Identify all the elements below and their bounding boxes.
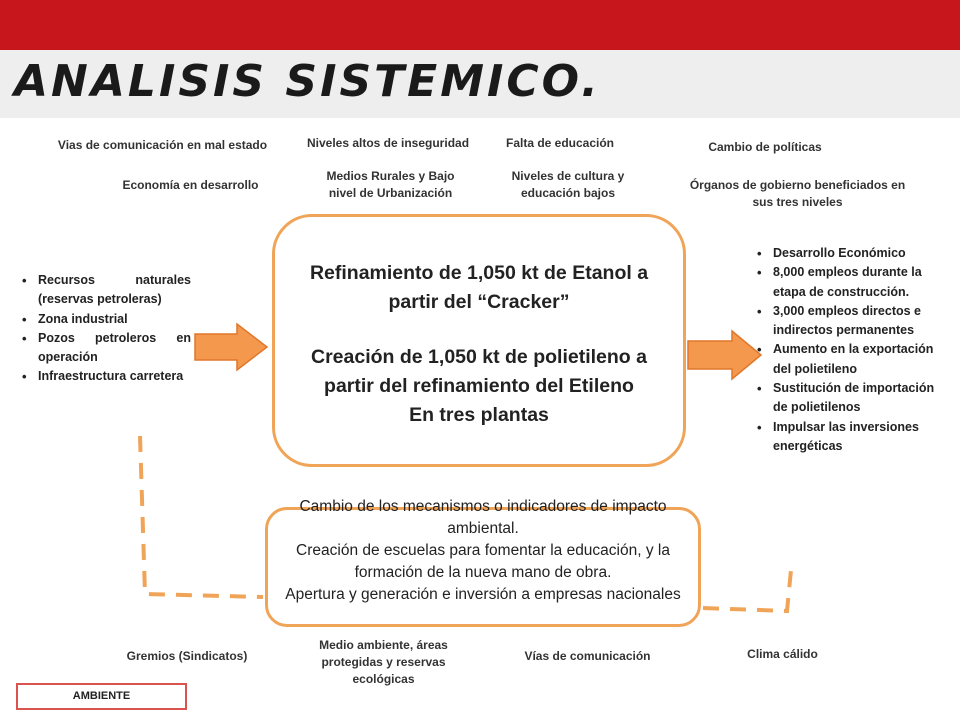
label-organos-gobierno: Órganos de gobierno beneficiados en sus tres niveles [689, 178, 906, 209]
label-falta-educacion: Falta de educación [505, 136, 615, 150]
output-item: • Sustitución de importación de polietilenos [755, 379, 950, 418]
label-economia: Economía en desarrollo [122, 178, 259, 192]
process-box [272, 214, 686, 467]
label-clima: Clima cálido [747, 647, 818, 661]
process-line-2: partir del “Cracker” [388, 291, 570, 313]
input-item: • Zona industrial [20, 310, 191, 329]
process-line-1: Refinamiento de 1,050 kt de Etanol a [309, 262, 649, 284]
label-cultura: Niveles de cultura y educación bajos [511, 169, 625, 200]
process-line-4: partir del refinamiento del Etileno [324, 375, 634, 397]
label-vias-mal-estado: Vias de comunicación en mal estado [57, 138, 268, 152]
label-inseguridad: Niveles altos de inseguridad [306, 136, 470, 150]
ambiente-label-box: AMBIENTE [16, 683, 187, 710]
label-medio-ambiente: Medio ambiente, áreas protegidas y reservas ecológicas [319, 638, 448, 686]
output-item: • 3,000 empleos directos e indirectos permanentes [755, 302, 950, 341]
outputs-list [755, 244, 950, 456]
feedback-line-1: Cambio de los mecanismos o indicadores de impacto ambiental. [299, 498, 667, 537]
input-item: • Recursos naturales (reservas petroleras) [20, 271, 191, 310]
output-item: • Desarrollo Económico [755, 244, 950, 263]
process-line-5: En tres plantas [409, 404, 549, 426]
label-cambio-politicas: Cambio de políticas [708, 140, 822, 154]
label-vias-comunicacion: Vías de comunicación [524, 649, 651, 663]
label-gremios: Gremios (Sindicatos) [126, 649, 248, 663]
feedback-text [270, 496, 696, 606]
output-item: • 8,000 empleos durante la etapa de construcción. [755, 263, 950, 302]
process-line-3: Creación de 1,050 kt de polietileno a [311, 346, 647, 368]
output-item: • Aumento en la exportación del polietileno [755, 340, 950, 379]
label-medios-rurales: Medios Rurales y Bajo nivel de Urbanización [326, 169, 455, 200]
feedback-line-2: Creación de escuelas para fomentar la educación, y la formación de la nueva mano de obra. [296, 542, 670, 581]
input-item: • Infraestructura carretera [20, 367, 191, 386]
feedback-line-3: Apertura y generación e inversión a empresas nacionales [285, 586, 681, 603]
output-item: • Impulsar las inversiones energéticas [755, 418, 950, 457]
input-item: • Pozos petroleros en operación [20, 329, 191, 368]
page-title: ANALISIS SISTEMICO. [14, 56, 601, 107]
